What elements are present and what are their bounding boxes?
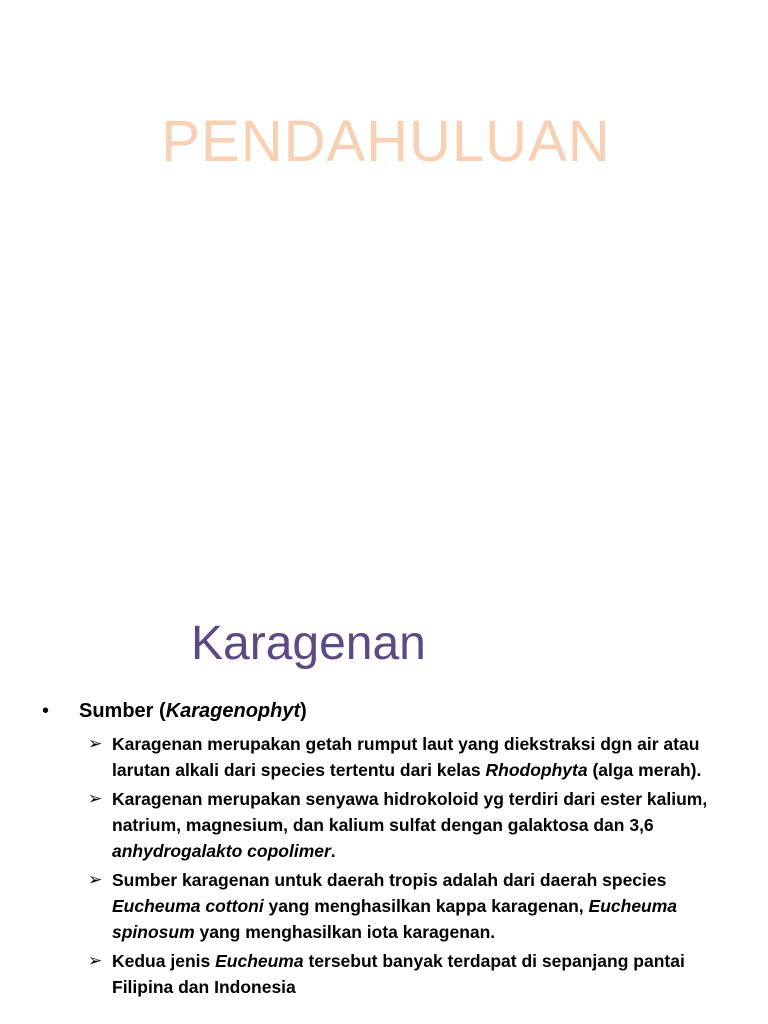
bullet-dot-icon: • [42,700,50,722]
arrow-bullet-icon: ➢ [88,870,103,889]
list-item: ➢ Sumber karagenan untuk daerah tropis adalah dari daerah species Eucheuma cottoni yang menghasilkan kappa karagenan, Eucheuma spinosum yang menghasilkan iota karagenan. [88,867,738,945]
list-item: ➢ Karagenan merupakan getah rumput laut yang diekstraksi dgn air atau larutan alkali dari species tertentu dari kelas Rhodophyta (alga merah). [88,731,738,783]
sub-bullet-list [88,731,738,1003]
bullet-sumber-text: Sumber (Karagenophyt) [79,700,307,722]
slide-title-pendahuluan: PENDAHULUAN [161,109,611,174]
slide-title-karagenan: Karagenan [191,617,426,670]
list-item: ➢ Karagenan merupakan senyawa hidrokoloid yg terdiri dari ester kalium, natrium, magnesium, dan kalium sulfat dengan galaktosa dan 3,6 anhydrogalakto copolimer. [88,786,738,864]
arrow-bullet-icon: ➢ [88,789,103,808]
arrow-bullet-icon: ➢ [88,951,103,970]
arrow-bullet-icon: ➢ [88,734,103,753]
list-item: ➢ Kedua jenis Eucheuma tersebut banyak terdapat di sepanjang pantai Filipina dan Indonesia [88,948,738,1000]
slide-karagenan [0,576,768,1024]
